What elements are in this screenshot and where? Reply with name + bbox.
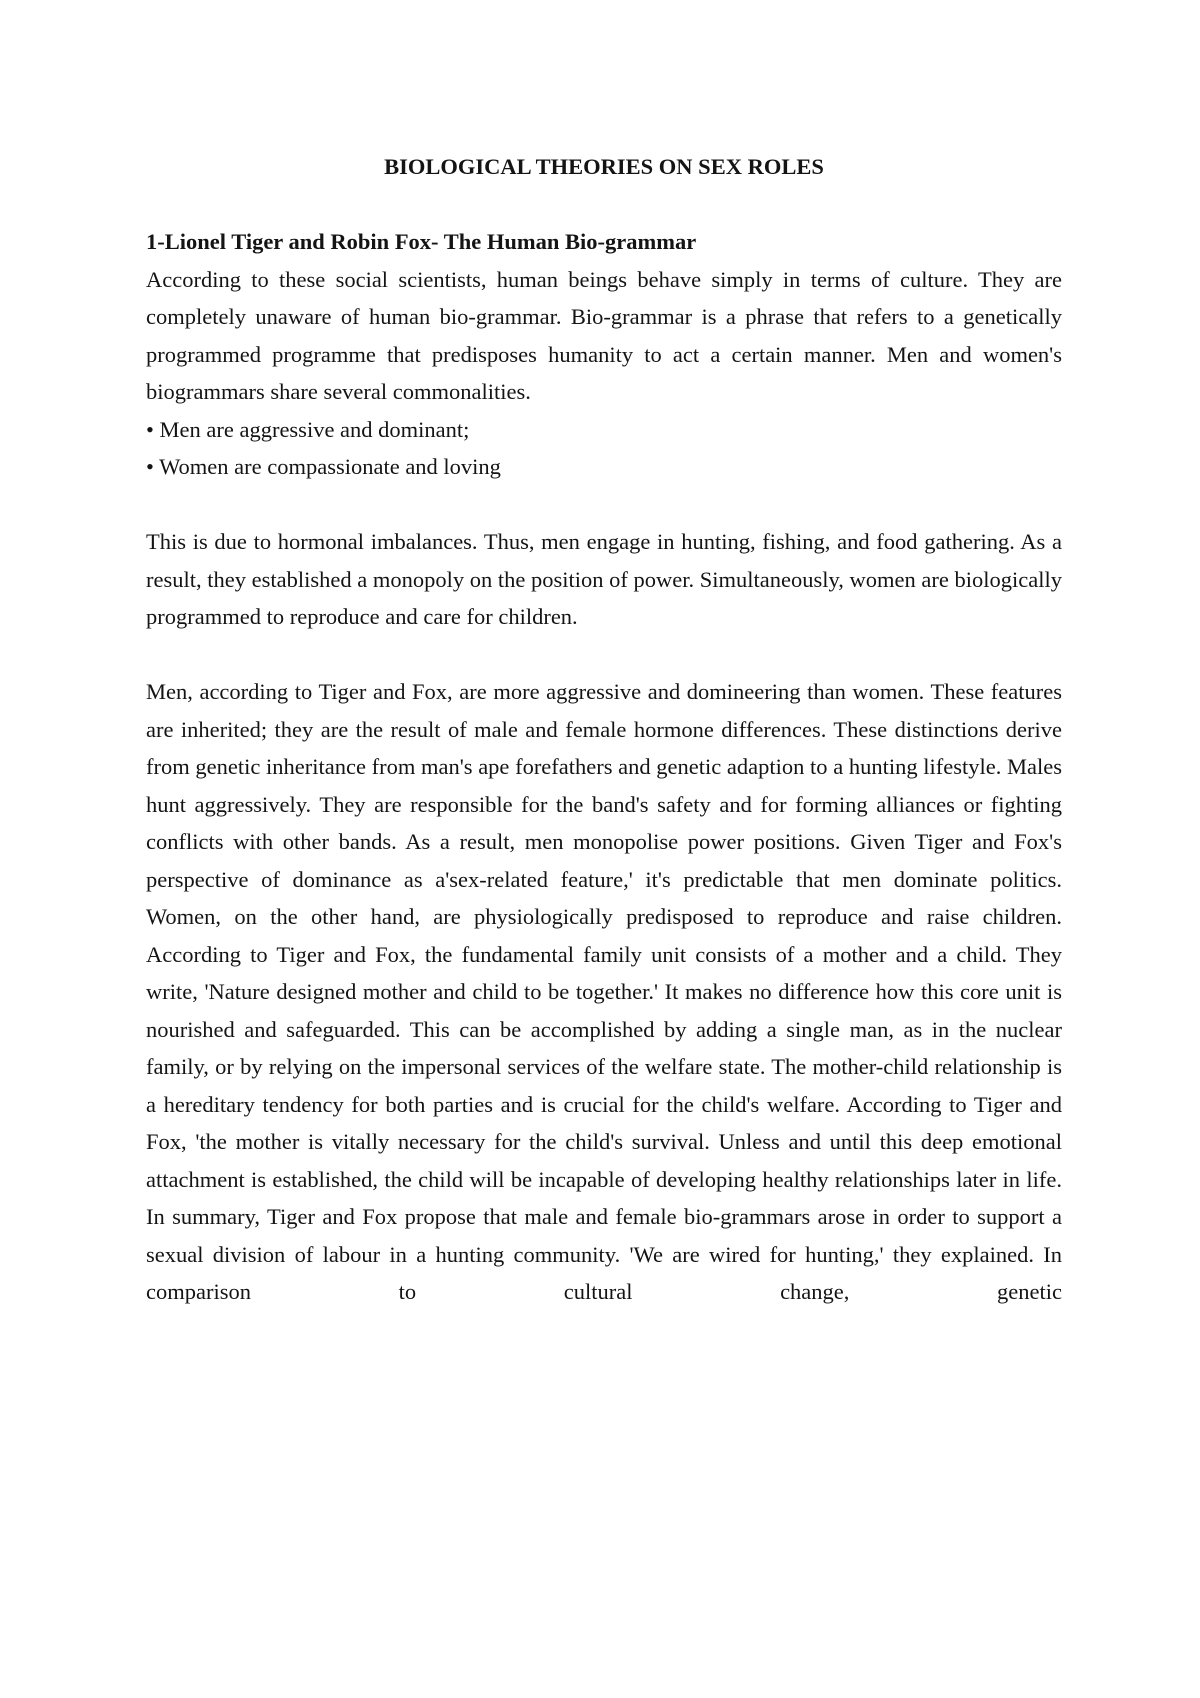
paragraph-intro: According to these social scientists, human beings behave simply in terms of culture. They are completely unaware of human bio-grammar. Bio-grammar is a phrase that refers to a genetically programmed programme that predisposes humanity to act a certain manner. Men and women's biogrammars share several commonalities. [146, 266, 1062, 404]
section-heading: 1-Lionel Tiger and Robin Fox- The Human Bio-grammar [146, 229, 697, 254]
bullet-item-men: • Men are aggressive and dominant; [146, 416, 470, 442]
paragraph-spacer [146, 636, 1062, 674]
bullet-list [146, 411, 1062, 486]
document-body [146, 148, 1062, 1311]
document-title: BIOLOGICAL THEORIES ON SEX ROLES [384, 154, 824, 179]
bullet-item-women: • Women are compassionate and loving [146, 454, 501, 479]
paragraph-hormones: This is due to hormonal imbalances. Thus, men engage in hunting, fishing, and food gathering. As a result, they established a monopoly on the position of power. Simultaneously, women are biologically programmed to reproduce and care for children. [146, 529, 1062, 629]
paragraph-spacer [146, 486, 1062, 524]
paragraph-tiger-fox: Men, according to Tiger and Fox, are more aggressive and domineering than women. These features are inherited; they are the result of male and female hormone differences. These distinctions derive from genetic inheritance from man's ape forefathers and genetic adaption to a hunting lifestyle. Males hunt aggressively. They are responsible for the band's safety and for forming alliances or fighting conflicts with other bands. As a result, men monopolise power positions. Given Tiger and Fox's perspective of dominance as a'sex-related feature,' it's predictable that men dominate politics. Women, on the other hand, are physiologically predisposed to reproduce and raise children. According to Tiger and Fox, the fundamental family unit consists of a mother and a child. They write, 'Nature designed mother and child to be together.' It makes no difference how this core unit is nourished and safeguarded. This can be accomplished by adding a single man, as in the nuclear family, or by relying on the impersonal services of the welfare state. The mother-child relationship is a hereditary tendency for both parties and is crucial for the child's welfare. According to Tiger and Fox, 'the mother is vitally necessary for the child's survival. Unless and until this deep emotional attachment is established, the child will be incapable of developing healthy relationships later in life. In summary, Tiger and Fox propose that male and female bio-grammars arose in order to support a sexual division of labour in a hunting community. 'We are wired for hunting,' they explained. In comparison to cultural change, genetic [146, 679, 1062, 1304]
